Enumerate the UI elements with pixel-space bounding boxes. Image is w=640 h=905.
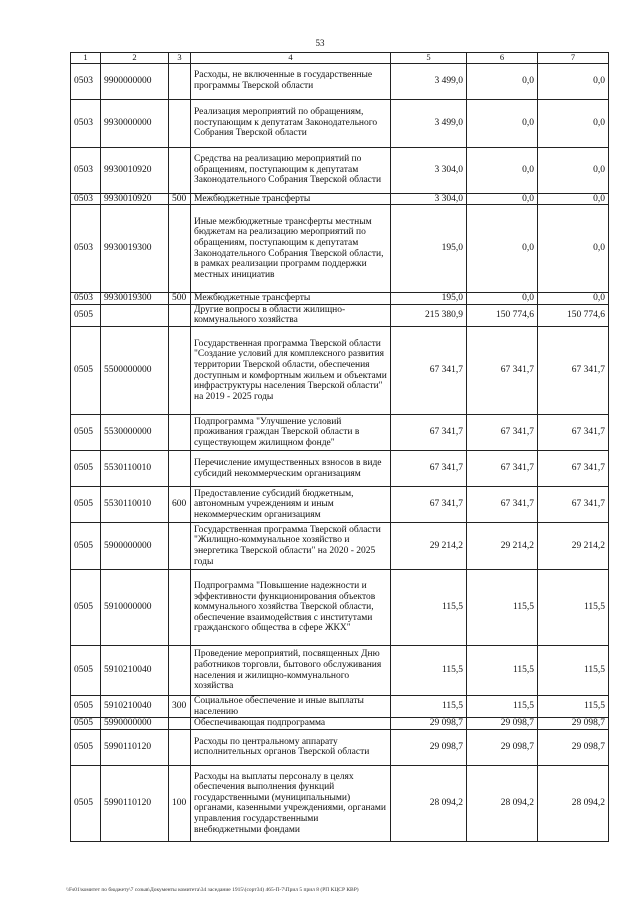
section-code-cell: 0505: [71, 523, 101, 570]
table-row: [71, 99, 609, 147]
amount-cell: 67 341,7: [538, 415, 609, 451]
table-row: [71, 304, 609, 326]
amount-cell: 0,0: [467, 99, 538, 147]
section-code-cell: 0503: [71, 293, 101, 305]
description-cell: Подпрограмма "Повышение надежности и эффективности функционирования объектов коммунального хозяйства Тверской области, обеспечение взаимодействия с институтами гражданского общества в сфере ЖКХ": [191, 570, 391, 646]
target-article-cell: 5500000000: [101, 327, 169, 415]
amount-cell: 67 341,7: [467, 415, 538, 451]
target-article-cell: 9930019300: [101, 293, 169, 305]
table-row: [71, 765, 609, 841]
expense-type-cell: [169, 327, 191, 415]
expense-type-cell: [169, 415, 191, 451]
amount-cell: 29 098,7: [538, 729, 609, 765]
amount-cell: 0,0: [538, 293, 609, 305]
amount-cell: 29 098,7: [391, 718, 467, 730]
section-code-cell: 0505: [71, 487, 101, 523]
amount-cell: 115,5: [538, 646, 609, 696]
file-path-footer: \\Fs01\комитет по бюджету\7 созыв\Документы комитета\34 заседание 1915\(сорт34) 465-П-7\Прил 5 прил 8 (РП КЦСР КВР): [66, 887, 359, 893]
target-article-cell: 9930010920: [101, 147, 169, 193]
section-code-cell: 0503: [71, 205, 101, 293]
amount-cell: 115,5: [391, 570, 467, 646]
header-cell: 2: [101, 53, 169, 64]
amount-cell: 29 214,2: [538, 523, 609, 570]
header-cell: 3: [169, 53, 191, 64]
amount-cell: 28 094,2: [467, 765, 538, 841]
section-code-cell: 0503: [71, 193, 101, 205]
target-article-cell: 5530000000: [101, 415, 169, 451]
amount-cell: 3 499,0: [391, 63, 467, 99]
table-row: [71, 451, 609, 487]
amount-cell: 115,5: [538, 696, 609, 718]
amount-cell: 0,0: [467, 193, 538, 205]
amount-cell: 67 341,7: [391, 451, 467, 487]
description-cell: Подпрограмма "Улучшение условий проживания граждан Тверской области в существующем жилищном фонде": [191, 415, 391, 451]
amount-cell: 29 098,7: [391, 729, 467, 765]
budget-table: [70, 52, 609, 842]
header-cell: 4: [191, 53, 391, 64]
header-cell: 7: [538, 53, 609, 64]
amount-cell: 0,0: [538, 193, 609, 205]
description-cell: Средства на реализацию мероприятий по обращениям, поступающим к депутатам Законодательного Собрания Тверской области: [191, 147, 391, 193]
expense-type-cell: [169, 304, 191, 326]
amount-cell: 215 380,9: [391, 304, 467, 326]
amount-cell: 67 341,7: [467, 327, 538, 415]
amount-cell: 150 774,6: [467, 304, 538, 326]
amount-cell: 67 341,7: [467, 451, 538, 487]
expense-type-cell: 500: [169, 293, 191, 305]
expense-type-cell: 600: [169, 487, 191, 523]
amount-cell: 3 304,0: [391, 147, 467, 193]
expense-type-cell: [169, 205, 191, 293]
section-code-cell: 0503: [71, 99, 101, 147]
table-row: [71, 523, 609, 570]
amount-cell: 3 499,0: [391, 99, 467, 147]
target-article-cell: 5990110120: [101, 729, 169, 765]
description-cell: Социальное обеспечение и иные выплаты населению: [191, 696, 391, 718]
description-cell: Расходы, не включенные в государственные программы Тверской области: [191, 63, 391, 99]
description-cell: Обеспечивающая подпрограмма: [191, 718, 391, 730]
amount-cell: 28 094,2: [538, 765, 609, 841]
expense-type-cell: [169, 718, 191, 730]
expense-type-cell: [169, 646, 191, 696]
header-cell: 6: [467, 53, 538, 64]
description-cell: Перечисление имущественных взносов в виде субсидий некоммерческим организациям: [191, 451, 391, 487]
section-code-cell: 0505: [71, 327, 101, 415]
table-row: [71, 327, 609, 415]
target-article-cell: 5990110120: [101, 765, 169, 841]
page-number: 53: [315, 38, 325, 48]
section-code-cell: 0505: [71, 304, 101, 326]
amount-cell: 29 098,7: [467, 729, 538, 765]
table-row: [71, 718, 609, 730]
description-cell: Реализация мероприятий по обращениям, поступающим к депутатам Законодательного Собрания Тверской области: [191, 99, 391, 147]
description-cell: Государственная программа Тверской области "Жилищно-коммунальное хозяйство и энергетика Тверской области" на 2020 - 2025 годы: [191, 523, 391, 570]
expense-type-cell: [169, 729, 191, 765]
amount-cell: 67 341,7: [538, 451, 609, 487]
amount-cell: 29 098,7: [467, 718, 538, 730]
amount-cell: 0,0: [467, 147, 538, 193]
section-code-cell: 0503: [71, 147, 101, 193]
target-article-cell: 5910210040: [101, 646, 169, 696]
description-cell: Расходы по центральному аппарату исполнительных органов Тверской области: [191, 729, 391, 765]
amount-cell: 115,5: [538, 570, 609, 646]
table-row: [71, 487, 609, 523]
expense-type-cell: [169, 570, 191, 646]
section-code-cell: 0503: [71, 63, 101, 99]
description-cell: Предоставление субсидий бюджетным, автономным учреждениям и иным некоммерческим организациям: [191, 487, 391, 523]
table-row: [71, 63, 609, 99]
expense-type-cell: [169, 99, 191, 147]
amount-cell: 67 341,7: [538, 327, 609, 415]
target-article-cell: 9900000000: [101, 63, 169, 99]
expense-type-cell: 100: [169, 765, 191, 841]
section-code-cell: 0505: [71, 765, 101, 841]
amount-cell: 115,5: [391, 646, 467, 696]
amount-cell: 115,5: [391, 696, 467, 718]
description-cell: Межбюджетные трансферты: [191, 193, 391, 205]
expense-type-cell: [169, 451, 191, 487]
target-article-cell: 5530110010: [101, 451, 169, 487]
amount-cell: 0,0: [538, 205, 609, 293]
amount-cell: 0,0: [538, 99, 609, 147]
amount-cell: 67 341,7: [391, 487, 467, 523]
table-row: [71, 646, 609, 696]
amount-cell: 29 098,7: [538, 718, 609, 730]
amount-cell: 0,0: [538, 147, 609, 193]
description-cell: Расходы на выплаты персоналу в целях обеспечения выполнения функций государственными (муниципальными) органами, казенными учреждениями, органами управления государственными внебюджетными фондами: [191, 765, 391, 841]
amount-cell: 0,0: [467, 205, 538, 293]
target-article-cell: 5910000000: [101, 570, 169, 646]
table-row: [71, 293, 609, 305]
table-row: [71, 415, 609, 451]
section-code-cell: 0505: [71, 696, 101, 718]
target-article-cell: 9930019300: [101, 205, 169, 293]
amount-cell: 0,0: [467, 63, 538, 99]
target-article-cell: [101, 304, 169, 326]
amount-cell: 115,5: [467, 646, 538, 696]
target-article-cell: 9930010920: [101, 193, 169, 205]
description-cell: Проведение мероприятий, посвященных Дню работников торговли, бытового обслуживания населения и жилищно-коммунального хозяйства: [191, 646, 391, 696]
section-code-cell: 0505: [71, 570, 101, 646]
target-article-cell: 5530110010: [101, 487, 169, 523]
header-cell: 5: [391, 53, 467, 64]
table-row: [71, 193, 609, 205]
header-cell: 1: [71, 53, 101, 64]
target-article-cell: 5900000000: [101, 523, 169, 570]
amount-cell: 67 341,7: [391, 327, 467, 415]
table-row: [71, 729, 609, 765]
amount-cell: 29 214,2: [467, 523, 538, 570]
description-cell: Межбюджетные трансферты: [191, 293, 391, 305]
section-code-cell: 0505: [71, 729, 101, 765]
amount-cell: 67 341,7: [467, 487, 538, 523]
description-cell: Государственная программа Тверской области "Создание условий для комплексного развития территории Тверской области, обеспечения доступным и комфортным жильем и объектами инфраструктуры населения Тверской области" на 2019 - 2025 годы: [191, 327, 391, 415]
amount-cell: 28 094,2: [391, 765, 467, 841]
table-row: [71, 147, 609, 193]
header-row: [71, 53, 609, 64]
table-row: [71, 696, 609, 718]
amount-cell: 67 341,7: [538, 487, 609, 523]
expense-type-cell: 500: [169, 193, 191, 205]
amount-cell: 0,0: [538, 63, 609, 99]
amount-cell: 3 304,0: [391, 193, 467, 205]
section-code-cell: 0505: [71, 451, 101, 487]
amount-cell: 195,0: [391, 293, 467, 305]
amount-cell: 115,5: [467, 570, 538, 646]
amount-cell: 195,0: [391, 205, 467, 293]
target-article-cell: 9930000000: [101, 99, 169, 147]
section-code-cell: 0505: [71, 415, 101, 451]
target-article-cell: 5990000000: [101, 718, 169, 730]
section-code-cell: 0505: [71, 718, 101, 730]
description-cell: Иные межбюджетные трансферты местным бюджетам на реализацию мероприятий по обращениям, поступающим к депутатам Законодательного Собрания Тверской области, в рамках реализации программ поддержки местных инициатив: [191, 205, 391, 293]
expense-type-cell: 300: [169, 696, 191, 718]
amount-cell: 0,0: [467, 293, 538, 305]
target-article-cell: 5910210040: [101, 696, 169, 718]
expense-type-cell: [169, 147, 191, 193]
table-row: [71, 205, 609, 293]
section-code-cell: 0505: [71, 646, 101, 696]
amount-cell: 29 214,2: [391, 523, 467, 570]
amount-cell: 67 341,7: [391, 415, 467, 451]
table-row: [71, 570, 609, 646]
expense-type-cell: [169, 63, 191, 99]
expense-type-cell: [169, 523, 191, 570]
description-cell: Другие вопросы в области жилищно-коммунального хозяйства: [191, 304, 391, 326]
amount-cell: 115,5: [467, 696, 538, 718]
amount-cell: 150 774,6: [538, 304, 609, 326]
